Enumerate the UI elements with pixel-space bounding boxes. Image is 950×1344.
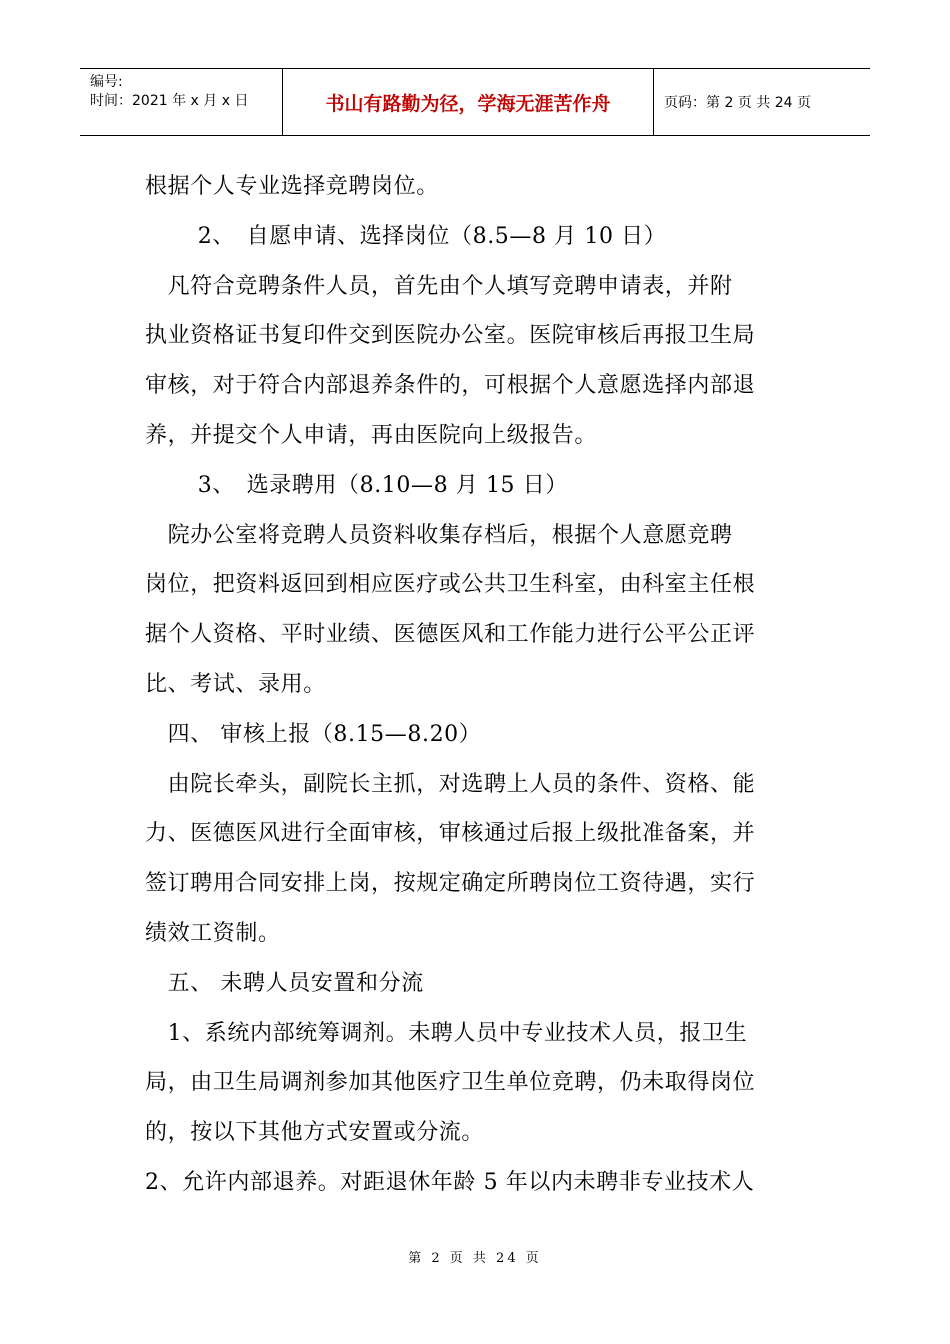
body-line: 院办公室将竞聘人员资料收集存档后，根据个人意愿竞聘 [145,522,733,548]
section-heading: 四、 审核上报（8.15—8.20） [145,721,482,747]
body-line: 力、医德医风进行全面审核，审核通过后报上级批准备案，并 [145,821,756,847]
footer-page-number: 第 2 页 共 24 页 [408,1251,542,1266]
document-body [145,162,810,1208]
body-line: 凡符合竞聘条件人员，首先由个人填写竞聘申请表，并附 [145,273,733,299]
body-line: 执业资格证书复印件交到医院办公室。医院审核后再报卫生局 [145,323,756,349]
motto-text: 书山有路勤为径，学海无涯苦作舟 [325,92,611,115]
body-line: 根据个人专业选择竞聘岗位。 [145,174,439,199]
body-line: 比、考试、录用。 [145,671,326,697]
page-footer [0,1247,950,1266]
body-line: 签订聘用合同安排上岗，按规定确定所聘岗位工资待遇，实行 [145,871,756,897]
body-line: 审核，对于符合内部退养条件的，可根据个人意愿选择内部退 [145,373,756,399]
page-header [80,68,870,136]
time-label: 时间：2021 年 x 月 x 日 [90,93,249,109]
header-page-info: 页码：第 2 页 共 24 页 [664,95,811,111]
header-info-cell [80,69,283,135]
header-motto-cell [283,69,654,135]
header-page-cell [654,69,870,135]
body-line: 岗位，把资料返回到相应医疗或公共卫生科室，由科室主任根 [145,572,756,598]
section-heading: 3、 选录聘用（8.10—8 月 15 日） [145,472,568,498]
number-label: 编号: [90,74,123,90]
body-line: 由院长牵头，副院长主抓，对选聘上人员的条件、资格、能 [145,771,756,797]
body-line: 养，并提交个人申请，再由医院向上级报告。 [145,422,598,448]
body-line: 2、允许内部退养。对距退休年龄 5 年以内未聘非专业技术人 [145,1169,755,1195]
section-heading: 2、 自愿申请、选择岗位（8.5—8 月 10 日） [145,223,667,249]
body-line: 绩效工资制。 [145,920,281,946]
section-heading: 五、 未聘人员安置和分流 [145,970,424,996]
body-line: 的，按以下其他方式安置或分流。 [145,1120,485,1146]
body-line: 据个人资格、平时业绩、医德医风和工作能力进行公平公正评 [145,622,756,648]
body-line: 局，由卫生局调剂参加其他医疗卫生单位竞聘，仍未取得岗位 [145,1070,756,1096]
body-line: 1、系统内部统筹调剂。未聘人员中专业技术人员，报卫生 [145,1020,748,1046]
